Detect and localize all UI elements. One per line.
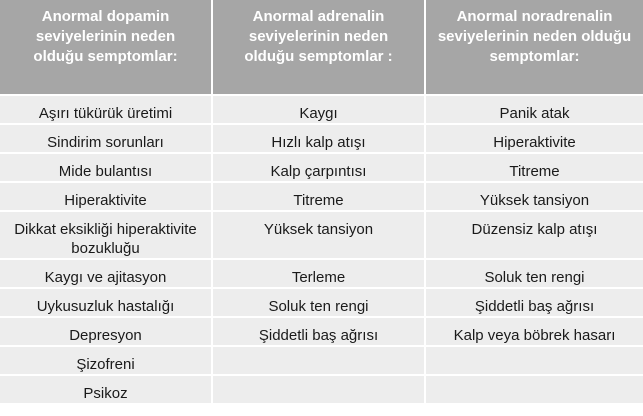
table-cell: Dikkat eksikliği hiperaktivite bozukluğu	[0, 211, 212, 259]
table-cell: Şizofreni	[0, 346, 212, 375]
table-row	[0, 153, 643, 182]
table-cell: Şiddetli baş ağrısı	[212, 317, 425, 346]
table-row	[0, 375, 643, 404]
table-cell: Panik atak	[425, 95, 643, 124]
table-cell: Yüksek tansiyon	[212, 211, 425, 259]
table-cell: Hiperaktivite	[425, 124, 643, 153]
table-cell	[212, 346, 425, 375]
table-cell: Sindirim sorunları	[0, 124, 212, 153]
table-row	[0, 124, 643, 153]
table-row	[0, 95, 643, 124]
table-cell: Titreme	[212, 182, 425, 211]
table-cell: Düzensiz kalp atışı	[425, 211, 643, 259]
table-cell: Kaygı	[212, 95, 425, 124]
table-cell: Psikoz	[0, 375, 212, 404]
table-cell	[425, 346, 643, 375]
table-row	[0, 259, 643, 288]
table-cell: Şiddetli baş ağrısı	[425, 288, 643, 317]
table-cell	[212, 375, 425, 404]
table-cell: Titreme	[425, 153, 643, 182]
header-dopamine: Anormal dopamin seviyelerinin neden olduğu semptomlar:	[0, 0, 212, 95]
table-cell: Terleme	[212, 259, 425, 288]
table-row	[0, 288, 643, 317]
table-cell: Kalp çarpıntısı	[212, 153, 425, 182]
table-cell: Hiperaktivite	[0, 182, 212, 211]
table-cell	[425, 375, 643, 404]
table-cell: Kalp veya böbrek hasarı	[425, 317, 643, 346]
header-noradrenaline: Anormal noradrenalin seviyelerinin neden olduğu semptomlar:	[425, 0, 643, 95]
table-row	[0, 317, 643, 346]
table-cell: Yüksek tansiyon	[425, 182, 643, 211]
header-row	[0, 0, 643, 95]
table-cell: Soluk ten rengi	[425, 259, 643, 288]
table-row	[0, 346, 643, 375]
table-row	[0, 182, 643, 211]
table-cell: Kaygı ve ajitasyon	[0, 259, 212, 288]
header-adrenaline: Anormal adrenalin seviyelerinin neden olduğu semptomlar :	[212, 0, 425, 95]
table-cell: Hızlı kalp atışı	[212, 124, 425, 153]
table-cell: Uykusuzluk hastalığı	[0, 288, 212, 317]
table-row	[0, 211, 643, 259]
table-cell: Depresyon	[0, 317, 212, 346]
table-cell: Aşırı tükürük üretimi	[0, 95, 212, 124]
table-cell: Soluk ten rengi	[212, 288, 425, 317]
table-cell: Mide bulantısı	[0, 153, 212, 182]
